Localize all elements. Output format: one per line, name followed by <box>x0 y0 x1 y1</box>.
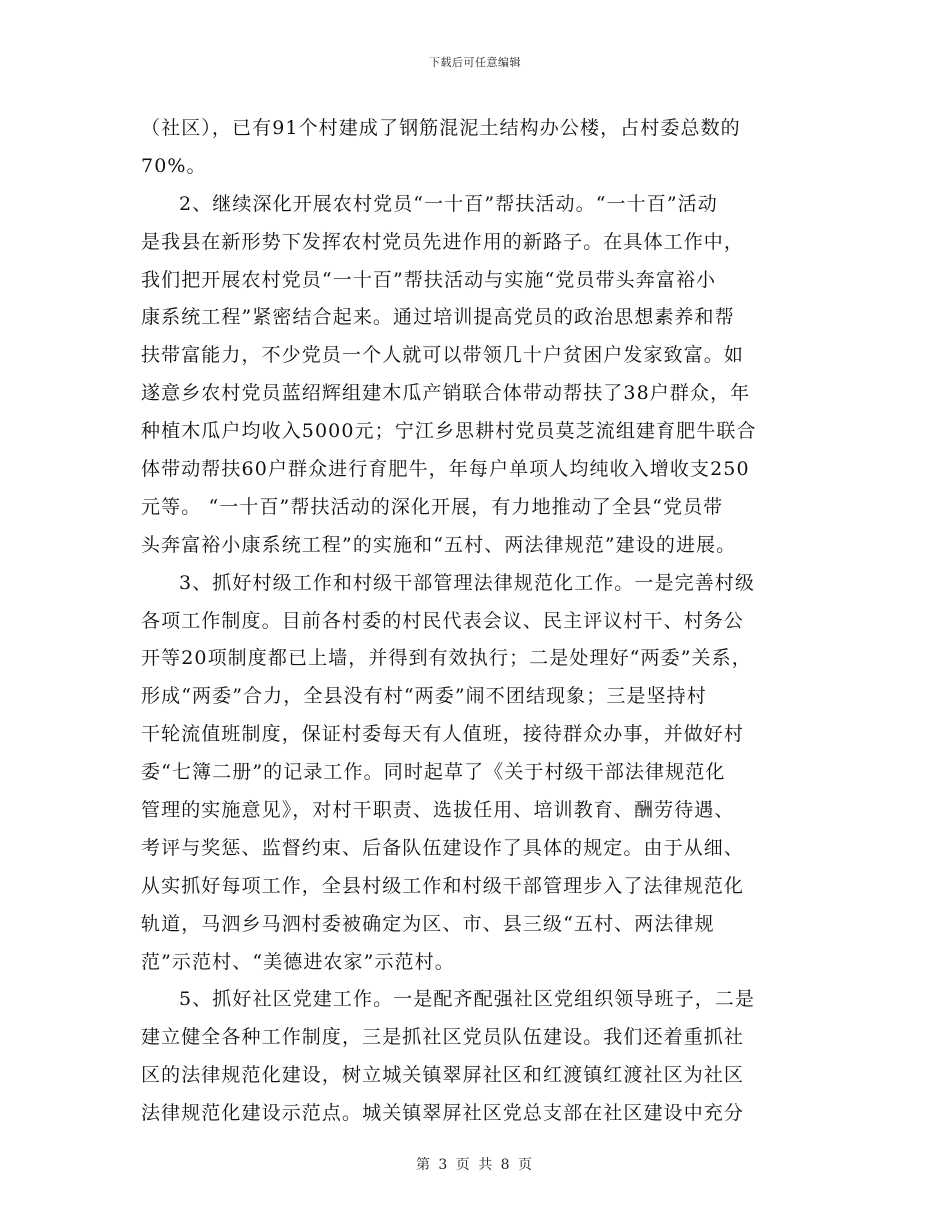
page-footer: 第 3 页 共 8 页 <box>415 1157 535 1173</box>
body-text-line: 各项工作制度。目前各村委的村民代表会议、民主评议村干、村务公 <box>141 609 745 632</box>
body-text-line: 我们把开展农村党员“一十百”帮扶活动与实施“党员带头奔富裕小 <box>141 268 717 291</box>
body-text-line: 种植木瓜户均收入5000元；宁江乡思耕村党员莫芝流组建育肥牛联合 <box>141 420 757 443</box>
body-text-line: 委“七簿二册”的记录工作。同时起草了《关于村级干部法律规范化 <box>141 761 726 784</box>
body-text-line: 70%。 <box>141 154 207 177</box>
page-header: 下载后可任意编辑 <box>429 56 521 69</box>
document-body <box>141 110 821 1133</box>
body-text-line: 元等。 “一十百”帮扶活动的深化开展，有力地推动了全县“党员带 <box>141 495 724 518</box>
body-text-line: 体带动帮扶60户群众进行育肥牛，年每户单项人均纯收入增收支250 <box>141 458 750 481</box>
body-text-line: 5、抓好社区党建工作。一是配齐配强社区党组织领导班子，二是 <box>179 988 755 1011</box>
body-text-line: （社区），已有91个村建成了钢筋混泥土结构办公楼，占村委总数的 <box>141 117 741 139</box>
body-text-line: 形成“两委”合力，全县没有村“两委”闹不团结现象；三是坚持村 <box>141 685 707 708</box>
body-text-line: 考评与奖惩、监督约束、后备队伍建设作了具体的规定。由于从细、 <box>141 836 745 859</box>
body-text-line: 是我县在新形势下发挥农村党员先进作用的新路子。在具体工作中， <box>141 230 745 253</box>
body-text-line: 康系统工程”紧密结合起来。通过培训提高党员的政治思想素养和帮 <box>141 306 735 329</box>
body-text-line: 干轮流值班制度，保证村委每天有人值班，接待群众办事，并做好村 <box>141 723 745 746</box>
body-text-line: 头奔富裕小康系统工程”的实施和“五村、两法律规范”建设的进展。 <box>141 533 737 556</box>
body-text-line: 从实抓好每项工作，全县村级工作和村级干部管理步入了法律规范化 <box>141 874 745 897</box>
body-text-line: 管理的实施意见》，对村干职责、选拔任用、培训教育、酬劳待遇、 <box>141 799 735 822</box>
body-text-line: 遂意乡农村党员蓝绍辉组建木瓜产销联合体带动帮扶了38户群众，年 <box>141 382 751 405</box>
body-text-line: 3、抓好村级工作和村级干部管理法律规范化工作。一是完善村级 <box>179 571 755 594</box>
body-text-line: 扶带富能力，不少党员一个人就可以带领几十户贫困户发家致富。如 <box>141 344 745 367</box>
body-text-line: 区的法律规范化建设，树立城关镇翠屏社区和红渡镇红渡社区为社区 <box>141 1064 745 1087</box>
body-text-line: 轨道，马泗乡马泗村委被确定为区、市、县三级“五村、两法律规 <box>141 912 715 935</box>
body-text-line: 范”示范村、“美德进农家”示范村。 <box>141 950 455 973</box>
body-text-line: 开等20项制度都已上墙，并得到有效执行；二是处理好“两委”关系， <box>141 647 752 670</box>
body-text-line: 法律规范化建设示范点。城关镇翠屏社区党总支部在社区建设中充分 <box>141 1102 745 1125</box>
body-text-line: 2、继续深化开展农村党员“一十百”帮扶活动。“一十百”活动 <box>179 192 718 215</box>
body-text-line: 建立健全各种工作制度，三是抓社区党员队伍建设。我们还着重抓社 <box>141 1026 745 1049</box>
